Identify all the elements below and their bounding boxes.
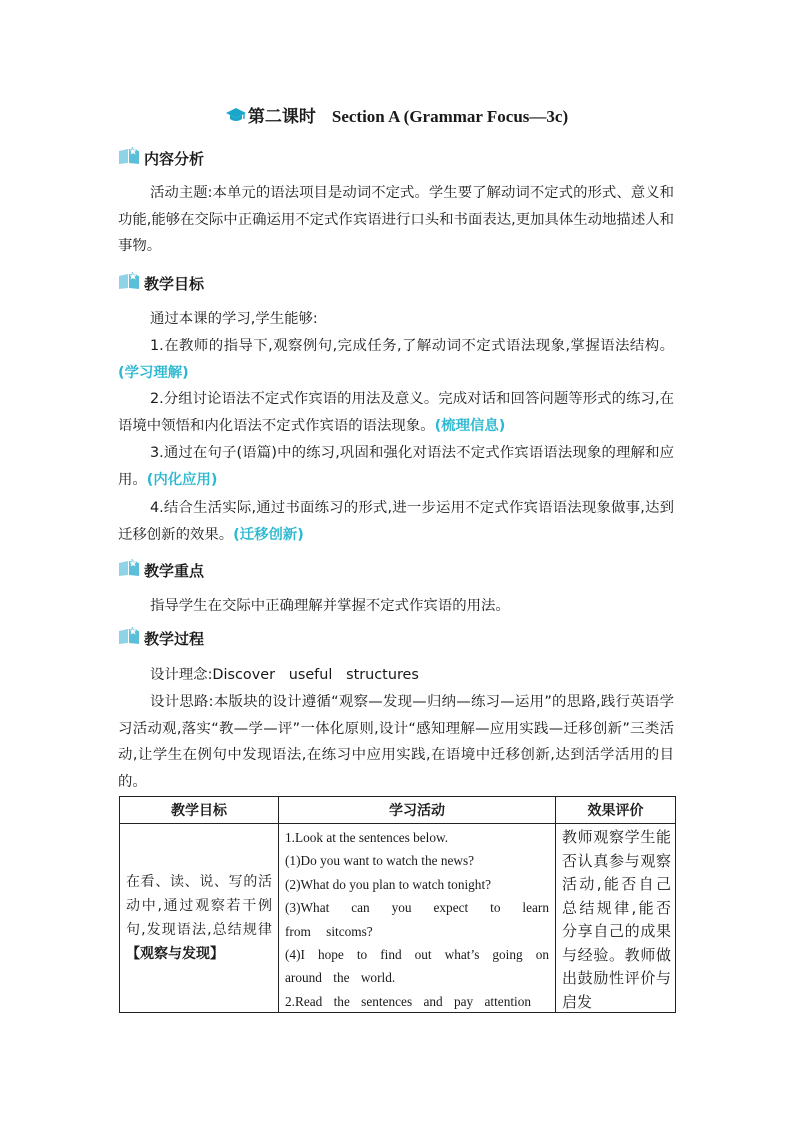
- goal-item-2: 2.分组讨论语法不定式作宾语的用法及意义。完成对话和回答问题等形式的练习,在语境中领悟和内化语法不定式作宾语的语法现象。(梳理信息): [118, 391, 674, 434]
- book-icon: [118, 559, 140, 581]
- activity-line: 1.Look at the sentences below.: [285, 830, 449, 845]
- table-row: [120, 824, 676, 1013]
- design-idea: 设计思路:本版块的设计遵循“观察—发现—归纳—练习—运用”的思路,践行英语学习活动观,落实“教—学—评”一体化原则,设计“感知理解—应用实践—迁移创新”三类活动,让学生在例句中发现语法,在练习中应用实践,在语境中迁移创新,达到活学活用的目的。: [118, 694, 674, 790]
- evaluation-cell: 教师观察学生能否认真参与观察活动,能否自己总结规律,能否分享自己的成果与经验。教师做出鼓励性评价与启发: [556, 824, 676, 1013]
- header-evaluation: 效果评价: [556, 797, 676, 824]
- activity-line: (3)What can you expect to learn from sitcoms?: [285, 900, 549, 939]
- header-activity: 学习活动: [279, 797, 556, 824]
- activity-line: (2)What do you plan to watch tonight?: [285, 876, 492, 892]
- activity-table: [119, 796, 676, 1013]
- lesson-label: 第二课时: [247, 107, 316, 127]
- activity-cell: [279, 824, 556, 1013]
- goal-item-4: 4.结合生活实际,通过书面练习的形式,进一步运用不定式作宾语语法现象做事,达到迁移创新的效果。(迁移创新): [118, 500, 674, 543]
- activity-line: (4)I hope to find out what’s going on around the world.: [285, 947, 549, 986]
- section-heading-content-analysis: 内容分析: [118, 146, 204, 170]
- graduation-cap-icon: [226, 105, 246, 131]
- book-icon: [118, 627, 140, 649]
- section-heading-key-points: 教学重点: [118, 558, 204, 582]
- section-label: Section A (Grammar Focus—3c): [331, 107, 569, 126]
- goal-item-3: 3.通过在句子(语篇)中的练习,巩固和强化对语法不定式作宾语语法现象的理解和应用。(内化应用): [118, 445, 674, 488]
- goal-item-1: 1.在教师的指导下,观察例句,完成任务,了解动词不定式语法现象,掌握语法结构。(学习理解): [118, 338, 674, 381]
- design-concept: 设计理念:Discover useful structures: [150, 667, 419, 683]
- table-header-row: [120, 797, 676, 824]
- activity-line: (1)Do you want to watch the news?: [285, 853, 475, 869]
- activity-line: 2.Read the sentences and pay attention: [285, 993, 532, 1009]
- lesson-title: [0, 104, 794, 131]
- content-analysis-text: 活动主题:本单元的语法项目是动词不定式。学生要了解动词不定式的形式、意义和功能,能够在交际中正确运用不定式作宾语进行口头和书面表达,更加具体生动地描述人和事物。: [118, 185, 674, 254]
- goals-intro: 通过本课的学习,学生能够:: [150, 311, 318, 327]
- goal-cell: 在看、读、说、写的活动中,通过观察若干例句,发现语法,总结规律【观察与发现】: [120, 824, 279, 1013]
- book-icon: [118, 272, 140, 294]
- book-icon: [118, 147, 140, 169]
- header-goal: 教学目标: [120, 797, 279, 824]
- section-heading-teaching-goals: 教学目标: [118, 271, 204, 295]
- section-heading-process: 教学过程: [118, 626, 204, 650]
- key-points-text: 指导学生在交际中正确理解并掌握不定式作宾语的用法。: [150, 598, 510, 614]
